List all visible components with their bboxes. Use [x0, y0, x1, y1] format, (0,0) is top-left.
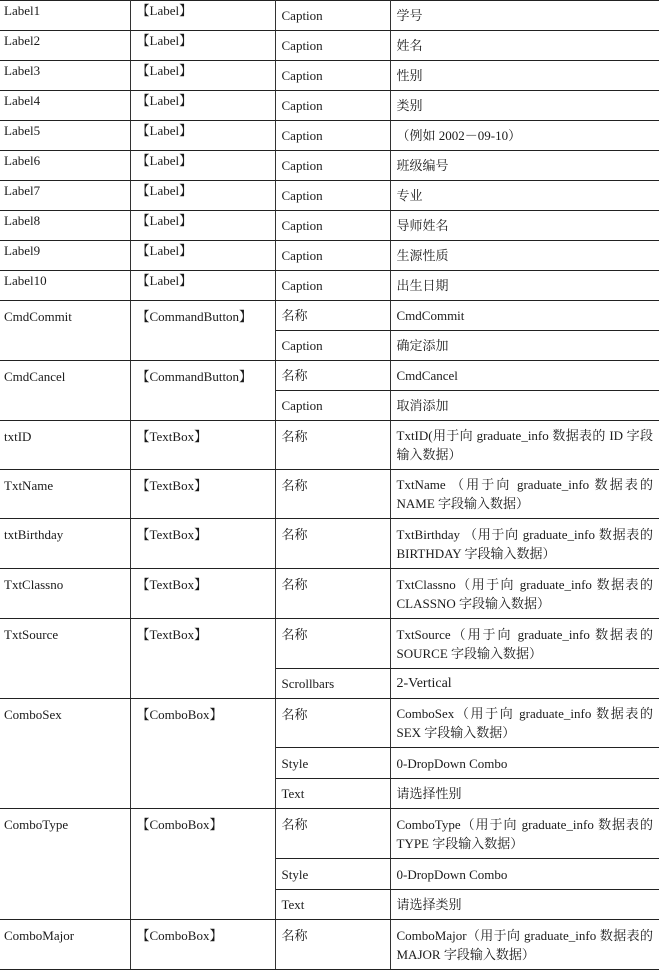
property-value: 班级编号 [390, 151, 659, 181]
table-row [0, 920, 659, 970]
property-value: TxtClassno（用于向 graduate_info 数据表的 CLASSNO 字段输入数据） [390, 569, 659, 619]
control-type: 【CommandButton】 [130, 301, 275, 361]
control-type: 【Label】 [130, 241, 275, 271]
control-type: 【TextBox】 [130, 470, 275, 519]
property-name: 名称 [275, 470, 390, 519]
property-value: 类别 [390, 91, 659, 121]
control-name: Label2 [0, 31, 130, 61]
table-row [0, 271, 659, 301]
control-name: Label7 [0, 181, 130, 211]
property-name: 名称 [275, 361, 390, 391]
property-name: Text [275, 890, 390, 920]
control-type: 【Label】 [130, 1, 275, 31]
property-value: TxtBirthday （用于向 graduate_info 数据表的 BIRTHDAY 字段输入数据） [390, 519, 659, 569]
property-value: ComboType（用于向 graduate_info 数据表的 TYPE 字段输入数据） [390, 809, 659, 859]
control-name: Label8 [0, 211, 130, 241]
control-type: 【Label】 [130, 121, 275, 151]
property-name: Caption [275, 181, 390, 211]
control-name: CmdCommit [0, 301, 130, 361]
control-name: CmdCancel [0, 361, 130, 421]
property-name: Caption [275, 241, 390, 271]
control-name: TxtName [0, 470, 130, 519]
table-row [0, 1, 659, 31]
table-row [0, 421, 659, 470]
control-name: txtID [0, 421, 130, 470]
property-value: TxtName （用于向 graduate_info 数据表的 NAME 字段输入数据） [390, 470, 659, 519]
property-name: Caption [275, 391, 390, 421]
property-name: Caption [275, 271, 390, 301]
property-name: Caption [275, 121, 390, 151]
control-name: Label5 [0, 121, 130, 151]
property-value: 生源性质 [390, 241, 659, 271]
property-value: 0-DropDown Combo [390, 748, 659, 779]
table-row [0, 519, 659, 569]
control-type: 【ComboBox】 [130, 699, 275, 809]
property-name: 名称 [275, 699, 390, 748]
property-value: 确定添加 [390, 331, 659, 361]
control-type: 【Label】 [130, 181, 275, 211]
property-value: 学号 [390, 1, 659, 31]
table-row [0, 181, 659, 211]
property-value: 姓名 [390, 31, 659, 61]
table-row [0, 301, 659, 331]
property-value: TxtID(用于向 graduate_info 数据表的 ID 字段输入数据） [390, 421, 659, 470]
control-name: ComboType [0, 809, 130, 920]
property-name: Caption [275, 61, 390, 91]
control-type: 【Label】 [130, 211, 275, 241]
property-name: 名称 [275, 569, 390, 619]
property-name: Style [275, 748, 390, 779]
property-name: Scrollbars [275, 669, 390, 699]
control-name: txtBirthday [0, 519, 130, 569]
property-name: Caption [275, 151, 390, 181]
control-type: 【TextBox】 [130, 619, 275, 699]
table-row [0, 151, 659, 181]
control-type: 【Label】 [130, 31, 275, 61]
property-name: 名称 [275, 519, 390, 569]
control-name: TxtSource [0, 619, 130, 699]
property-name: Style [275, 859, 390, 890]
control-name: Label10 [0, 271, 130, 301]
property-name: Caption [275, 331, 390, 361]
table-row [0, 361, 659, 391]
property-value: 专业 [390, 181, 659, 211]
table-row [0, 241, 659, 271]
control-name: Label3 [0, 61, 130, 91]
property-name: Caption [275, 91, 390, 121]
property-value: 导师姓名 [390, 211, 659, 241]
control-name: TxtClassno [0, 569, 130, 619]
control-type: 【Label】 [130, 61, 275, 91]
property-name: 名称 [275, 619, 390, 669]
property-value: 取消添加 [390, 391, 659, 421]
table-row [0, 211, 659, 241]
property-name: 名称 [275, 920, 390, 970]
control-type: 【TextBox】 [130, 421, 275, 470]
control-type: 【Label】 [130, 91, 275, 121]
property-value: TxtSource（用于向 graduate_info 数据表的 SOURCE 字段输入数据） [390, 619, 659, 669]
table-row [0, 91, 659, 121]
property-value: 请选择性别 [390, 779, 659, 809]
control-name: Label4 [0, 91, 130, 121]
property-value: （例如 2002－09-10） [390, 121, 659, 151]
property-value: 请选择类别 [390, 890, 659, 920]
property-value: ComboSex（用于向 graduate_info 数据表的 SEX 字段输入数据） [390, 699, 659, 748]
control-name: Label9 [0, 241, 130, 271]
table-row [0, 699, 659, 748]
property-value: 2-Vertical [390, 669, 659, 699]
table-row [0, 31, 659, 61]
property-name: 名称 [275, 421, 390, 470]
control-name: Label1 [0, 1, 130, 31]
table-row [0, 121, 659, 151]
table-body [0, 1, 659, 970]
control-type: 【Label】 [130, 151, 275, 181]
control-name: ComboSex [0, 699, 130, 809]
table-row [0, 470, 659, 519]
table-row [0, 809, 659, 859]
property-value: 性别 [390, 61, 659, 91]
property-name: 名称 [275, 809, 390, 859]
control-type: 【TextBox】 [130, 519, 275, 569]
property-name: Caption [275, 211, 390, 241]
property-value: CmdCommit [390, 301, 659, 331]
property-value: 0-DropDown Combo [390, 859, 659, 890]
property-name: Caption [275, 1, 390, 31]
property-value: ComboMajor（用于向 graduate_info 数据表的 MAJOR 字段输入数据） [390, 920, 659, 970]
table-row [0, 619, 659, 669]
table-row [0, 61, 659, 91]
control-name: Label6 [0, 151, 130, 181]
property-value: 出生日期 [390, 271, 659, 301]
property-name: 名称 [275, 301, 390, 331]
control-name: ComboMajor [0, 920, 130, 970]
control-type: 【CommandButton】 [130, 361, 275, 421]
property-name: Text [275, 779, 390, 809]
table-row [0, 569, 659, 619]
property-value: CmdCancel [390, 361, 659, 391]
control-type: 【TextBox】 [130, 569, 275, 619]
control-type: 【ComboBox】 [130, 809, 275, 920]
control-type: 【Label】 [130, 271, 275, 301]
control-type: 【ComboBox】 [130, 920, 275, 970]
property-name: Caption [275, 31, 390, 61]
